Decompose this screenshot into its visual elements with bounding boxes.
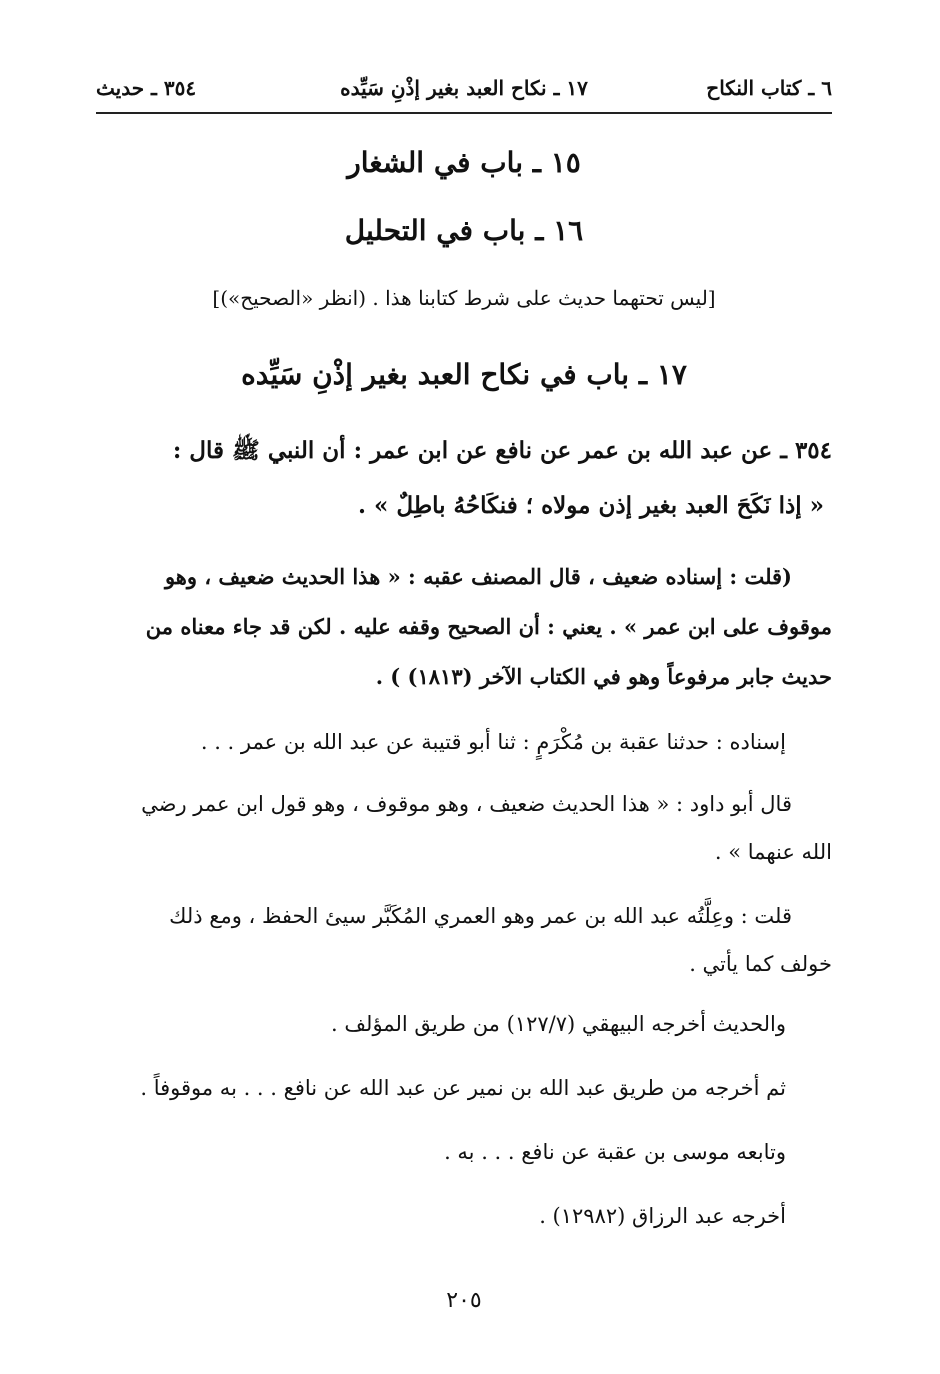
comment-line-1: (قلت : إسناده ضعيف ، قال المصنف عقبه : « هذا الحديث ضعيف ، وهو <box>164 564 792 589</box>
editor-note: [ليس تحتهما حديث على شرط كتابنا هذا . (انظر «الصحيح»)] <box>212 286 716 310</box>
header-book-title: ٦ ـ كتاب النكاح <box>706 76 832 100</box>
illa-line-2: خولف كما يأتي . <box>689 952 832 976</box>
page-number: ٢٠٥ <box>446 1288 482 1313</box>
chapter-heading-15: ١٥ ـ باب في الشغار <box>347 146 581 179</box>
hadith-text-line-1: ٣٥٤ ـ عن عبد الله بن عمر عن نافع عن ابن عمر : أن النبي ﷺ قال : <box>172 437 832 464</box>
comment-line-2: موقوف على ابن عمر » . يعني : أن الصحيح وقفه عليه . لكن قد جاء معناه من <box>145 614 832 639</box>
running-header <box>96 76 832 110</box>
isnad-line: إسناده : حدثنا عقبة بن مُكْرَمٍ : ثنا أبو قتيبة عن عبد الله بن عمر . . . <box>200 730 786 754</box>
chapter-heading-17: ١٧ ـ باب في نكاح العبد بغير إذْنِ سَيِّده <box>241 358 687 391</box>
hadith-text-line-2: « إذا نَكَحَ العبد بغير إذن مولاه ؛ فنكَاحُهُ باطِلٌ » . <box>358 492 824 519</box>
takhrij-line-1: والحديث أخرجه البيهقي (١٢٧/٧) من طريق المؤلف . <box>330 1012 786 1036</box>
takhrij-line-2: ثم أخرجه من طريق عبد الله بن نمير عن عبد الله عن نافع . . . به موقوفاً . <box>140 1076 786 1100</box>
header-divider <box>96 112 832 114</box>
abu-dawud-line-2: الله عنهما » . <box>714 840 832 864</box>
abu-dawud-line-1: قال أبو داود : « هذا الحديث ضعيف ، وهو موقوف ، وهو قول ابن عمر رضي <box>141 792 792 816</box>
comment-line-3: حديث جابر مرفوعاً وهو في الكتاب الآخر (١٨١٣) ) . <box>375 664 832 689</box>
book-page <box>96 0 832 1374</box>
header-hadith-number: ٣٥٤ ـ حديث <box>96 76 197 100</box>
takhrij-line-3: وتابعه موسى بن عقبة عن نافع . . . به . <box>444 1140 786 1164</box>
chapter-heading-16: ١٦ ـ باب في التحليل <box>344 214 584 247</box>
illa-line-1: قلت : وعِلَّتُه عبد الله بن عمر وهو العمري المُكَبَّر سيئ الحفظ ، ومع ذلك <box>169 904 792 928</box>
takhrij-line-4: أخرجه عبد الرزاق (١٢٩٨٢) . <box>539 1204 786 1228</box>
header-chapter-title: ١٧ ـ نكاح العبد بغير إذْنِ سَيِّده <box>340 76 588 100</box>
